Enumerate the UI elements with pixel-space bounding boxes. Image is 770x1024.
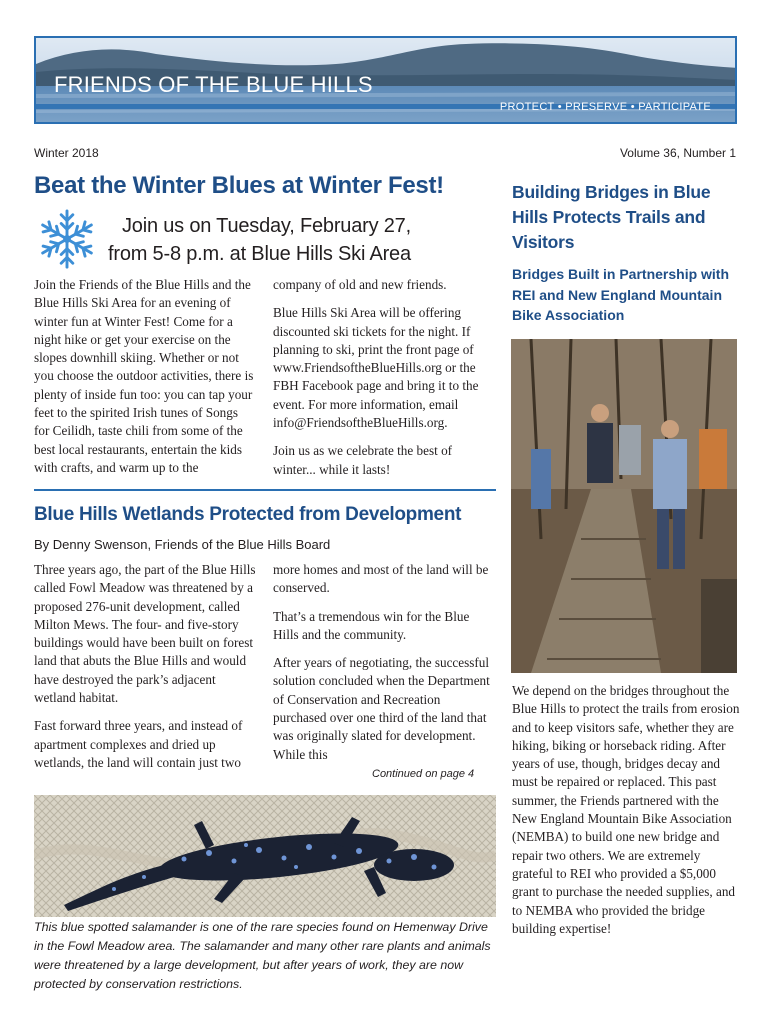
continued-on-page-link[interactable]: Continued on page 4 [372, 768, 475, 780]
paragraph: Three years ago, the part of the Blue Hills called Fowl Meadow was threatened by a proposed 276-unit development, called Milton Mews. The four- and five-story buildings would have been built on forest land that abuts the Blue Hills and would have destroyed the park’s adjacent wetland habitat. [34, 562, 256, 706]
paragraph: Join us as we celebrate the best of winter... while it lasts! [273, 443, 453, 477]
snowflake-icon [36, 206, 98, 272]
issue-season: Winter 2018 [34, 146, 99, 160]
winter-fest-column-2 [273, 276, 495, 489]
salamander-caption: This blue spotted salamander is one of the rare species found on Hemenway Drive in the Fowl Meadow area. The salamander and many other rare plants and animals were threatened by a large development, but after years of work, they are now protected by conservation restrictions. [34, 920, 491, 991]
event-date: Join us on Tuesday, February 27, [122, 215, 411, 237]
paragraph: That’s a tremendous win for the Blue Hills and the community. [273, 608, 470, 642]
newsletter-tagline: PROTECT • PRESERVE • PARTICIPATE [499, 101, 711, 113]
section-divider [34, 489, 496, 491]
bridges-body: We depend on the bridges throughout the Blue Hills to protect the trails from erosion and to keep visitors safe, whether they are hiking, biking or horseback riding. After years of use, though, bridges decay and must be repaired or replaced. This past summer, the Friends partnered with the New England Mountain Bike Association (NEMBA) to build one new bridge and repair two others. We are extremely grateful to REI who provided a $5,000 grant to purchase the needed supplies, and to NEMBA who provided the bridge building expertise! [512, 683, 740, 936]
salamander-photo [34, 795, 496, 917]
winter-fest-column-1 [34, 276, 256, 487]
paragraph: Fast forward three years, and instead of apartment complexes and dried up wetlands, the land will contain just two [34, 718, 243, 770]
bridges-subhead: Bridges Built in Partnership with REI and New England Mountain Bike Association [512, 266, 730, 323]
winter-fest-subhead [108, 212, 488, 268]
wetlands-byline: By Denny Swenson, Friends of the Blue Hills Board [34, 537, 331, 552]
paragraph: Join the Friends of the Blue Hills and the Blue Hills Ski Area for an evening of winter fun at Winter Fest! Come for a night hike or get your exercise on the slopes downhill skiing. Whether or not you choose the outdoor activities, there is plenty of inside fun too: you can tap your feet to the spirited Irish tunes of Songs for Ceilidh, taste chili from some of the best local restaurants, entertain the kids with crafts, and warm up to the [34, 277, 254, 475]
wetlands-headline: Blue Hills Wetlands Protected from Development [34, 504, 462, 525]
wetlands-column-2 [273, 561, 495, 774]
winter-fest-headline: Beat the Winter Blues at Winter Fest! [34, 172, 444, 199]
paragraph: more homes and most of the land will be conserved. [273, 562, 489, 596]
issue-volume: Volume 36, Number 1 [619, 146, 736, 160]
wetlands-column-1 [34, 561, 256, 782]
paragraph: Blue Hills Ski Area will be offering discounted ski tickets for the night. If planning to ski, print the front page of www.FriendsoftheBlueHills.org or the FBH Facebook page and bring it to the event. For more information, email info@FriendsoftheBlueHills.org. [273, 305, 479, 431]
masthead [34, 36, 737, 124]
bridge-volunteers-photo [511, 339, 737, 673]
paragraph: After years of negotiating, the successful solution concluded when the Department of Conservation and Recreation purchased over one third of the land that was originally slated for development. While this [273, 655, 490, 762]
event-time-place: from 5-8 p.m. at Blue Hills Ski Area [108, 243, 411, 265]
paragraph: company of old and new friends. [273, 277, 447, 292]
bridges-headline: Building Bridges in Blue Hills Protects Trails and Visitors [512, 182, 711, 252]
newsletter-title: FRIENDS OF THE BLUE HILLS [54, 72, 373, 97]
